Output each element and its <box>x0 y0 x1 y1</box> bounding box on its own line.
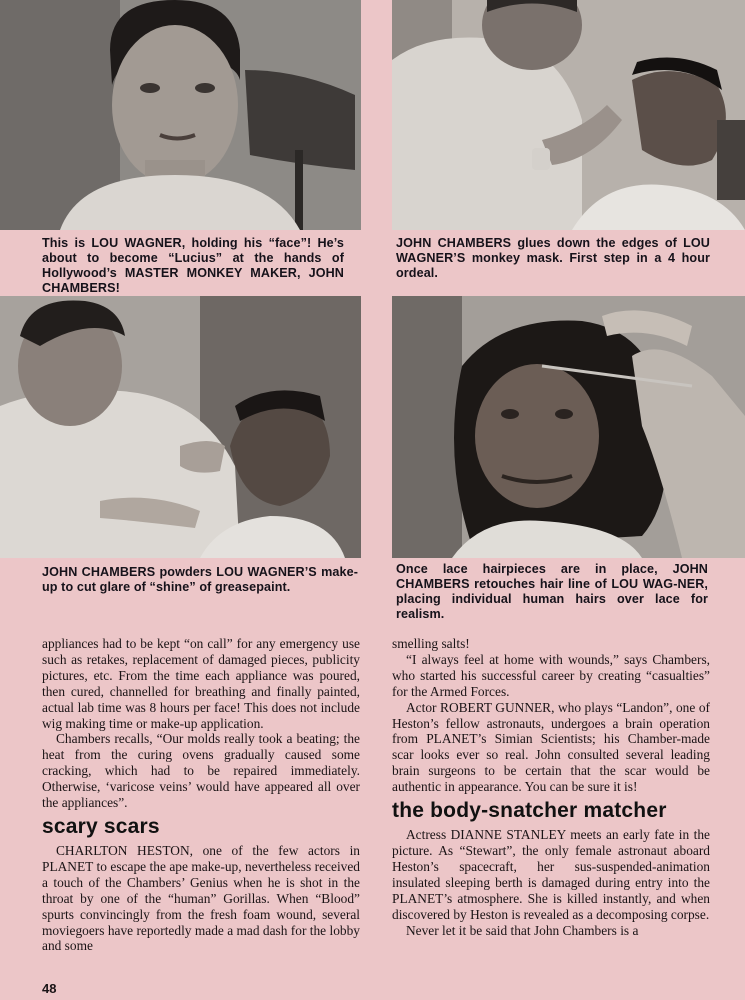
photo-chambers-powdering <box>0 296 361 558</box>
caption-lou-wagner-portrait: This is LOU WAGNER, holding his “face”! He’s about to become “Lucius” at the hands of Hollywood’s MASTER MONKEY MAKER, JOHN CHAMBERS! <box>42 236 344 295</box>
section-heading-scary-scars: scary scars <box>42 814 160 838</box>
right-paragraph: smelling salts! <box>392 636 470 651</box>
section-heading-body-snatcher: the body-snatcher matcher <box>392 799 667 823</box>
left-paragraph: CHARLTON HESTON, one of the few actors in PLANET to escape the ape make-up, nevertheless received a touch of the Chambers’ Genius when he is shot in the throat by one of the “human” Gorillas. When “Blood” spurts convincingly from the fresh foam wound, several moviegoers have reportedly made a mad dash for the lobby and some <box>42 842 360 954</box>
right-paragraph: Never let it be said that John Chambers is a <box>406 922 639 938</box>
photo-chambers-gluing-mask <box>392 0 745 230</box>
caption-chambers-gluing-mask: JOHN CHAMBERS glues down the edges of LOU WAGNER’S monkey mask. First step in a 4 hour ordeal. <box>396 236 710 280</box>
left-column <box>42 636 360 954</box>
right-column <box>392 636 710 938</box>
right-paragraph: Actress DIANNE STANLEY meets an early fate in the picture. As “Stewart”, the only female astronaut aboard Heston’s spacecraft, her sus-suspended-animation insulated sleeping berth is damaged during entry into the PLANET’s atmosphere. She is killed instantly, and when discovered by Heston is revealed as a decomposing corpse. <box>392 827 710 922</box>
caption-chambers-powdering: JOHN CHAMBERS powders LOU WAGNER’S make-up to cut glare of “shine” of greasepaint. <box>42 565 358 594</box>
left-paragraph: appliances had to be kept “on call” for any emergency use such as retakes, replacement of damaged pieces, publicity pictures, etc. From the time each appliance was poured, then cured, channelled for breathing and finally painted, actual lab time was 8 hours per face! This does not include wig making time or make-up application. <box>42 636 360 731</box>
page-number: 48 <box>42 981 57 996</box>
right-paragraph: “I always feel at home with wounds,” says Chambers, who started his successful career by creating “casualties” for the Armed Forces. <box>392 651 710 699</box>
right-paragraph: Actor ROBERT GUNNER, who plays “Landon”, one of Heston’s fellow astronauts, undergoes a brain operation from PLANET’s Simian Scientists; his Chamber-made scar looks ever so real. John consulted several leading brain surgeons to be certain that the scar would be authentic in appearance. You can be sure it is! <box>392 699 710 795</box>
photo-lou-wagner-portrait <box>0 0 361 230</box>
left-paragraph: Chambers recalls, “Our molds really took a beating; the heat from the curing ovens gradually caused some cracking, which had to be repaired immediately. Otherwise, ‘varicose veins’ would have appeared all over the appliances”. <box>42 731 360 811</box>
caption-hairpiece-retouch: Once lace hairpieces are in place, JOHN CHAMBERS retouches hair line of LOU WAG-NER, placing individual human hairs over lace for realism. <box>396 562 708 621</box>
photo-hairpiece-retouch <box>392 296 745 558</box>
